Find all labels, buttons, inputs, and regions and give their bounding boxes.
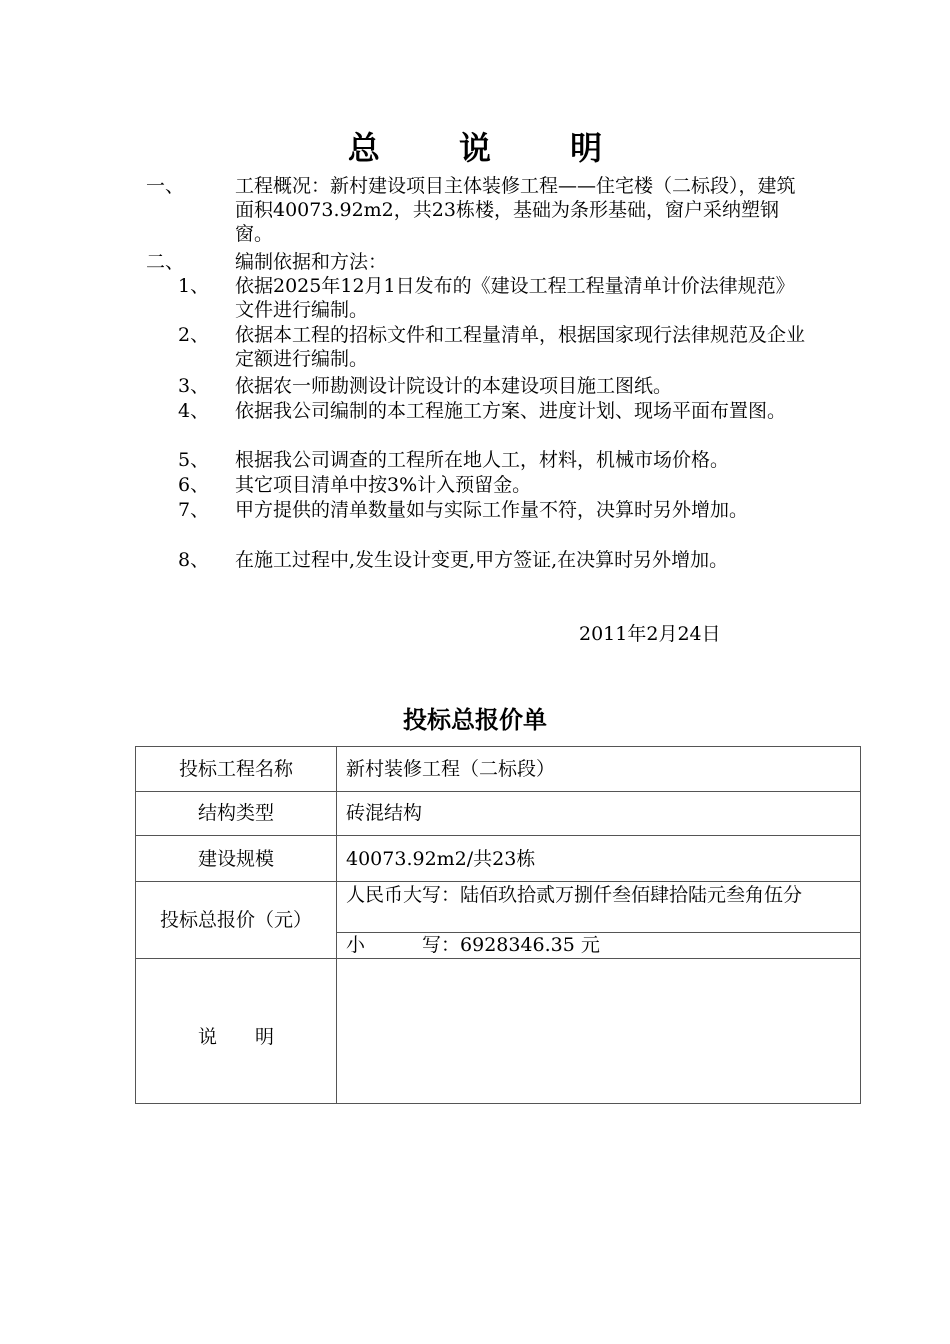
- total-price-label: 投标总报价（元）: [159, 909, 312, 931]
- item-text: 其它项目清单中按3%计入预留金。: [235, 474, 532, 496]
- quote-table: [135, 746, 861, 1104]
- price-upper-value: 人民币大写：陆佰玖拾贰万捌仟叁佰肆拾陆元叁角伍分: [346, 884, 803, 906]
- scale-value: 40073.92m2/共23栋: [346, 848, 536, 870]
- scale-label: 建设规模: [197, 848, 274, 870]
- structure-type-label: 结构类型: [197, 802, 274, 824]
- notes-label: 说 明: [197, 1026, 274, 1048]
- quote-title: 投标总报价单: [403, 706, 547, 734]
- price-lower-label: 小 写：: [346, 934, 461, 956]
- item-number: 3、: [178, 375, 210, 397]
- item-number: 5、: [178, 449, 210, 471]
- document-date: 2011年2月24日: [579, 623, 721, 645]
- item-text: 依据2025年12月1日发布的《建设工程工程量清单计价法律规范》文件进行编制。: [235, 275, 795, 321]
- item-text: 根据我公司调查的工程所在地人工，材料，机械市场价格。: [235, 449, 730, 471]
- notes-value: [346, 967, 856, 1097]
- section-text: 工程概况：新村建设项目主体装修工程——住宅楼（二标段），建筑面积40073.92m2，共23栋楼，基础为条形基础，窗户采纳塑钢窗。: [235, 175, 796, 245]
- section-text: 编制依据和方法：: [235, 251, 388, 273]
- section-number: 一、: [146, 175, 185, 197]
- project-name-value: 新村装修工程（二标段）: [346, 758, 556, 780]
- item-text: 依据我公司编制的本工程施工方案、进度计划、现场平面布置图。: [235, 400, 787, 422]
- project-name-label: 投标工程名称: [178, 758, 293, 780]
- item-number: 8、: [178, 549, 210, 571]
- price-lower-value: 6928346.35: [460, 934, 575, 956]
- item-text: 在施工过程中,发生设计变更,甲方签证,在决算时另外增加。: [235, 549, 729, 571]
- item-text: 依据本工程的招标文件和工程量清单，根据国家现行法律规范及企业定额进行编制。: [235, 324, 806, 370]
- item-number: 7、: [178, 499, 210, 521]
- structure-type-value: 砖混结构: [346, 802, 423, 824]
- item-number: 4、: [178, 400, 210, 422]
- price-lower-unit: 元: [580, 934, 600, 956]
- item-text: 依据农一师勘测设计院设计的本建设项目施工图纸。: [235, 375, 673, 397]
- item-number: 6、: [178, 474, 210, 496]
- item-text: 甲方提供的清单数量如与实际工作量不符，决算时另外增加。: [235, 499, 749, 521]
- price-lower-row: [346, 933, 856, 957]
- item-number: 1、: [178, 275, 210, 297]
- section-number: 二、: [146, 251, 185, 273]
- doc-title: 总 说 明: [347, 129, 637, 167]
- item-number: 2、: [178, 324, 210, 346]
